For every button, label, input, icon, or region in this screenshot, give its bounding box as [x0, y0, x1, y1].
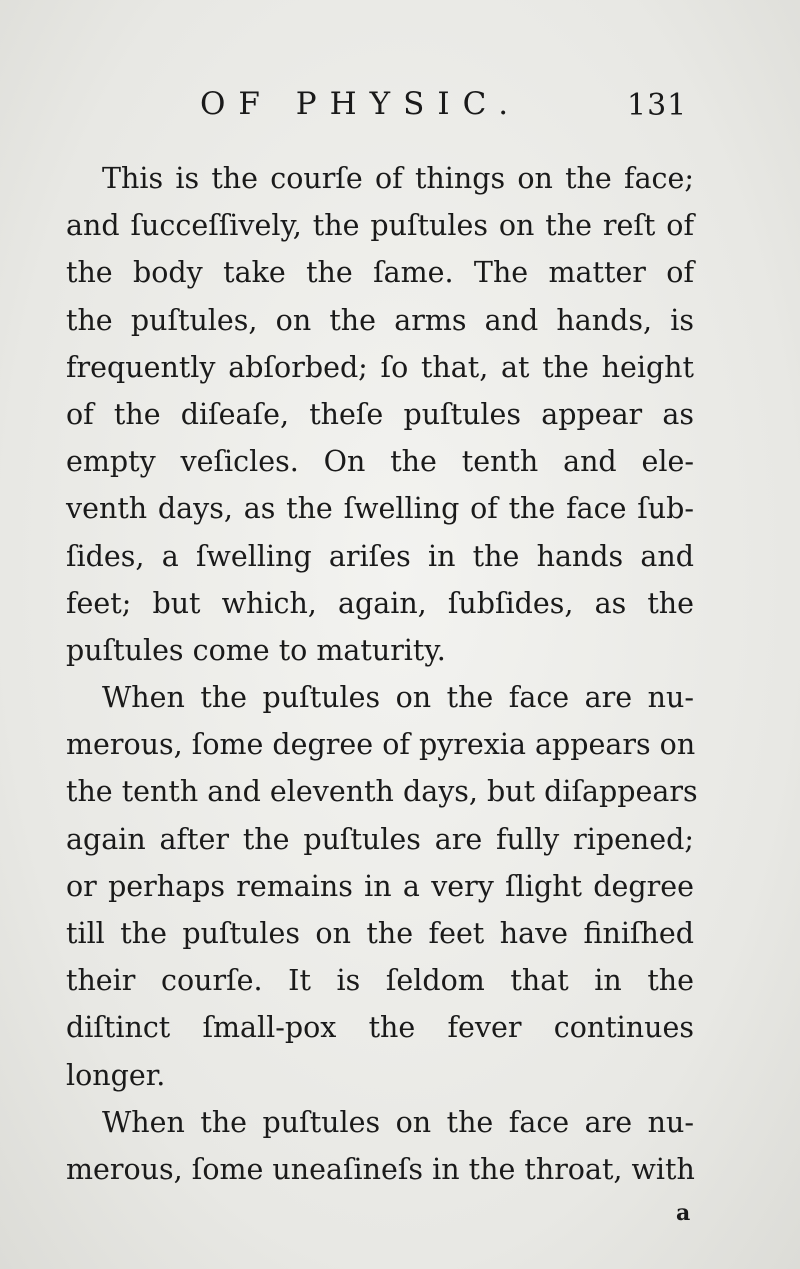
text-line: the puſtules, on the arms and hands, is: [66, 303, 694, 337]
body-text: [66, 155, 698, 1193]
text-line: the tenth and eleventh days, but diſappears: [66, 775, 698, 809]
text-line: their courſe. It is ſeldom that in the: [66, 964, 694, 998]
running-head: [0, 84, 800, 124]
running-title: OF PHYSIC.: [200, 86, 522, 122]
text-line: diſtinct ſmall-pox the fever continues: [66, 1011, 694, 1045]
text-line: again after the puſtules are fully ripened;: [66, 822, 694, 856]
text-line: merous, ſome uneaſineſs in the throat, with: [66, 1152, 695, 1186]
text-line: ſides, a ſwelling ariſes in the hands and: [66, 539, 694, 573]
text-line: empty veſicles. On the tenth and ele-: [66, 445, 694, 479]
text-line: venth days, as the ſwelling of the face ſub-: [66, 492, 694, 526]
page-number: 131: [627, 88, 688, 123]
text-line: When the puſtules on the face are nu-: [102, 1105, 694, 1139]
text-line: the body take the ſame. The matter of: [66, 256, 694, 290]
text-line: merous, ſome degree of pyrexia appears on: [66, 728, 696, 762]
text-line: This is the courſe of things on the face;: [102, 162, 694, 195]
text-line: puſtules come to maturity.: [66, 633, 446, 667]
text-line: When the puſtules on the face are nu-: [102, 681, 694, 715]
text-line: till the puſtules on the feet have finiſhed: [66, 917, 694, 950]
text-line: frequently abſorbed; ſo that, at the height: [66, 350, 694, 384]
text-line: feet; but which, again, ſubſides, as the: [66, 586, 694, 620]
text-line: longer.: [66, 1058, 166, 1092]
text-line: or perhaps remains in a very ſlight degree: [66, 869, 694, 903]
text-line: of the diſeaſe, theſe puſtules appear as: [66, 397, 694, 431]
signature-mark: a: [676, 1200, 691, 1226]
text-line: and ſucceſſively, the puſtules on the reſt of: [66, 209, 694, 243]
